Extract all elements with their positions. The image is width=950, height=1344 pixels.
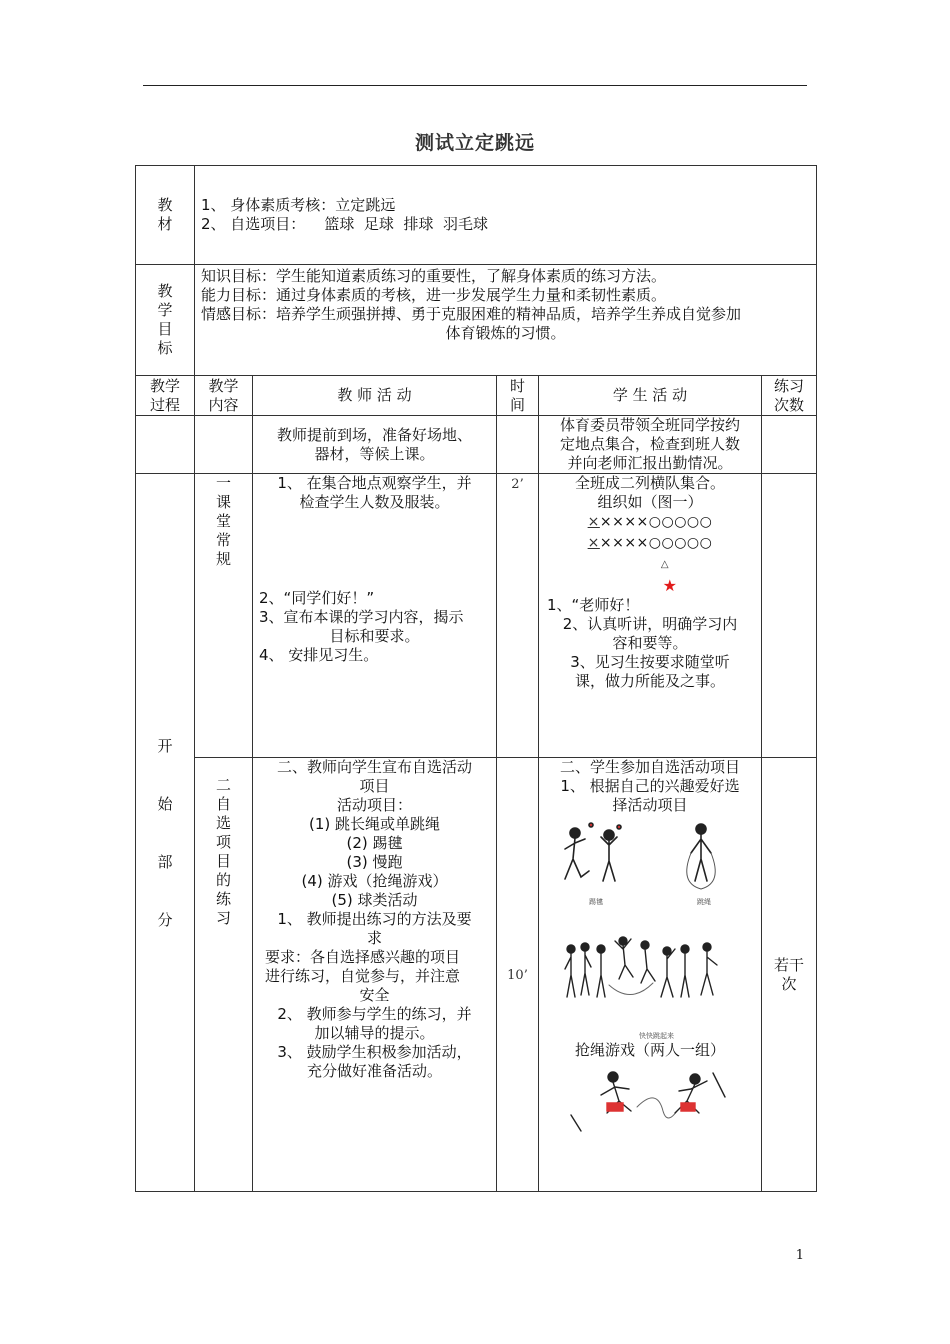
objective-emotion: 情感目标：培养学生顽强拼搏、勇于克服困难的精神品质，培养学生养成自觉参加 [201, 305, 742, 323]
routine-content-label: 一课堂常规 [215, 474, 231, 568]
rope-game-caption: 抢绳游戏（两人一组） [574, 1041, 725, 1059]
routine-reps [762, 474, 817, 758]
header-teacher: 教 师 活 动 [253, 376, 497, 416]
materials-item-2: 2、 自选项目： 篮球 足球 排球 羽毛球 [201, 215, 488, 233]
header-row [136, 376, 817, 416]
shuttlecock-jumprope-illustration [561, 819, 741, 909]
activity-1: (1) 跳长绳或单跳绳 [308, 815, 441, 833]
activity-2: (2) 踢毽 [346, 834, 403, 852]
teacher-triangle-icon: △ [660, 559, 670, 570]
elective-row [136, 758, 817, 1192]
header-content: 教学内容 [195, 376, 253, 416]
routine-content-cell [195, 474, 253, 758]
formation-diagram: ×××××○○○○○ ×××××○○○○○ △ ★ [539, 512, 761, 596]
activity-4: (4) 游戏（抢绳游戏） [301, 872, 448, 890]
elective-content-cell [195, 758, 253, 1192]
header-student: 学 生 活 动 [539, 376, 762, 416]
objectives-label-cell [136, 265, 195, 376]
activity-illustrations: 踢毽 跳绳 快快跳起来 抢绳游戏（两人一组） [539, 815, 761, 1145]
prep-row [136, 416, 817, 474]
materials-content [195, 166, 817, 265]
start-section-label-cell [136, 474, 195, 1192]
prep-content [195, 416, 253, 474]
materials-row [136, 166, 817, 265]
page-title: 测试立定跳远 [414, 132, 535, 154]
header-time: 时间 [497, 376, 539, 416]
materials-label: 教材 [157, 196, 173, 233]
routine-student: 全班成二列横队集合。 组织如（图一） ×××××○○○○○ ×××××○○○○○ △ ★ 1、“老师好！ 2、认真听讲，明确学习内 容和要等。 3、见习生按要求随堂听 课，做力所能及之事。 [539, 474, 762, 758]
routine-time: 2’ [497, 474, 539, 758]
objectives-content [195, 265, 817, 376]
routine-teacher: 1、 在集合地点观察学生，并 检查学生人数及服装。 2、“同学们好！” 3、宣布本课的学习内容，揭示 目标和要求。 4、 安排见习生。 [253, 474, 497, 758]
routine-row [136, 474, 817, 758]
prep-student: 体育委员带领全班同学按约 定地点集合，检查到班人数 并向老师汇报出勤情况。 [539, 416, 762, 474]
activity-5: (5) 球类活动 [331, 891, 418, 909]
top-rule [143, 85, 807, 86]
materials-item-1: 1、 身体素质考核：立定跳远 [201, 196, 396, 214]
elective-student: 二、学生参加自选活动项目 1、 根据自己的兴趣爱好选 择活动项目 踢毽 跳绳 快快跳起来 抢绳游戏（两人一组） [539, 758, 762, 1192]
header-reps: 练习次数 [762, 376, 817, 416]
prep-time [497, 416, 539, 474]
group-jumping-illustration [561, 935, 741, 1025]
rope-game-illustration [567, 1067, 737, 1137]
objective-ability: 能力目标：通过身体素质的考核，进一步发展学生力量和柔韧性素质。 [201, 286, 667, 304]
start-section-label: 开始部分 [157, 736, 173, 929]
objective-knowledge: 知识目标：学生能知道素质练习的重要性，了解身体素质的练习方法。 [201, 267, 667, 285]
elective-reps: 若干次 [762, 758, 817, 1192]
prep-reps [762, 416, 817, 474]
elective-teacher: 二、教师向学生宣布自选活动 项目 活动项目： (1) 跳长绳或单跳绳 (2) 踢毽 (3) 慢跑 (4) 游戏（抢绳游戏） (5) 球类活动 1、 教师提出练习的方法及要 求 要求：各自选择感兴趣的项目 进行练习，自觉参与，并注意 安全 2、 教师参与学生的练习，并 加以辅导的提示。 3、 鼓励学生积极参加活动， 充分做好准备活动。 [253, 758, 497, 1192]
activity-3: (3) 慢跑 [346, 853, 403, 871]
star-icon: ★ [662, 576, 678, 595]
elective-time: 10’ [497, 758, 539, 1192]
prep-process [136, 416, 195, 474]
lesson-plan-table [135, 165, 817, 1192]
elective-content-label: 二自选项目的练习 [215, 776, 231, 927]
objectives-row [136, 265, 817, 376]
objectives-label: 教学目标 [157, 282, 173, 357]
page-number: 1 [795, 1248, 804, 1263]
objective-emotion-cont: 体育锻炼的习惯。 [445, 324, 566, 342]
prep-teacher: 教师提前到场，准备好场地、 器材，等候上课。 [253, 416, 497, 474]
header-process: 教学过程 [136, 376, 195, 416]
materials-label-cell [136, 166, 195, 265]
